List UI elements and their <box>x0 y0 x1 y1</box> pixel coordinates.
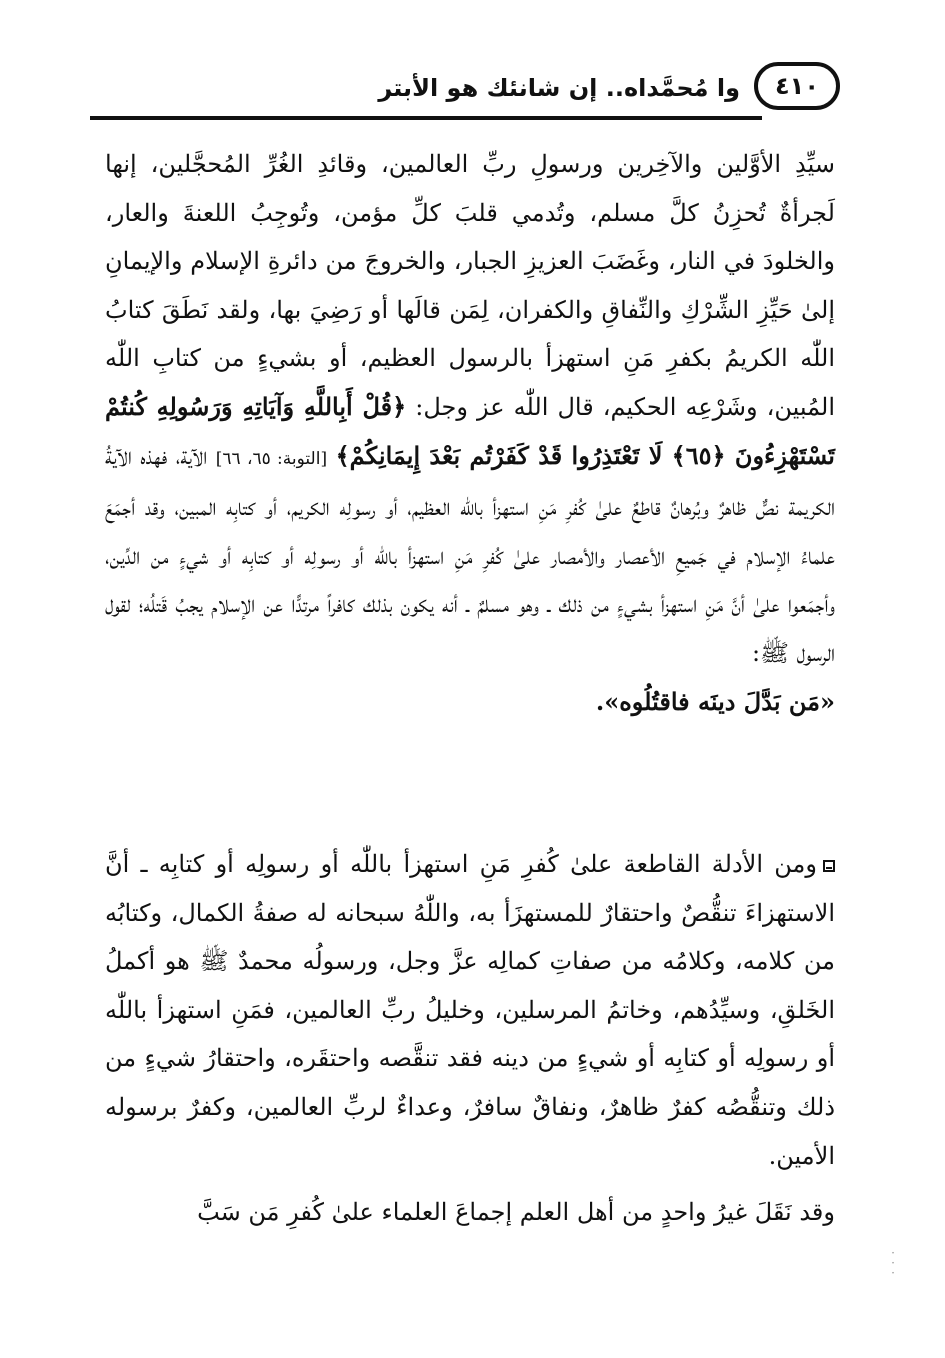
paragraph-marker-icon <box>823 860 835 872</box>
verse-reference: [التوبة: ٦٥، ٦٦] <box>215 448 328 469</box>
paragraph-1-intro: سيِّدِ الأوَّلين والآخِرين ورسولِ ربِّ العالمين، وقائدِ الغُرِّ المُحجَّلين، إنها لَجرأةٌ تُحزِنُ كلَّ مسلم، وتُدمي قلبَ كلِّ مؤمن، وتُوجِبُ اللعنةَ والعار، والخلودَ في النار، وغَضَبَ العزيزِ الجبار، والخروجَ من دائرةِ الإسلام والإيمانِ إلىٰ حَيِّزِ الشِّرْكِ والنِّفاقِ والكفران، لِمَن قالَها أو رَضِيَ بها، ولقد نَطَقَ كتابُ اللّٰه الكريمُ بكفرِ مَنِ استهزأ بالرسول العظيم، أو بشيءٍ من كتابِ اللّٰه المُبين، وشَرْعِه الحكيم، قال اللّٰه عز وجل: <box>105 150 835 421</box>
page-body <box>105 140 835 1237</box>
page-number-badge: ٤١٠ <box>754 62 840 110</box>
page-header <box>90 60 840 118</box>
running-title: وا مُحمَّداه.. إن شانئك هو الأبتر <box>378 74 740 102</box>
paragraph-2 <box>105 840 835 1180</box>
header-rule <box>90 116 762 120</box>
hadith-quote: «مَن بَدَّلَ دينَه فاقتُلُوه». <box>595 686 835 716</box>
paragraph-3 <box>105 1188 835 1237</box>
paragraph-1-rest: الآية، فهذه الآيةُ الكريمة نصٌّ ظاهرٌ وبُرهانٌ قاطعٌ علىٰ كُفرِ مَنِ استهزأ باللّٰه العظيم، أو رسولِه الكريم، أو كتابِه المبين، وقد أجمَعَ علماءُ الإسلام في جَميعِ الأعصار والأمصار علىٰ كُفرِ مَنِ استهزأ باللّٰه أو رسولِه أو كتابِه أو شيءٍ من الدِّين، وأجمَعوا علىٰ أنَّ مَنِ استهزأ بشيءٍ من ذلك ـ وهو مسلمٌ ـ أنه يكون بذلك كافراً مرتدًّا عن الإسلام يجبُ قَتلُه؛ لقول الرسول ﷺ: <box>105 441 836 667</box>
quran-verse: ﴿قُلْ أَبِاللَّهِ وَآيَاتِهِ وَرَسُولِهِ كُنتُمْ تَسْتَهْزِءُونَ ﴿٦٥﴾ لَا تَعْتَذِرُوا قَدْ كَفَرْتُم بَعْدَ إِيمَانِكُمْ﴾ <box>105 391 835 470</box>
paragraph-1 <box>105 140 835 820</box>
paragraph-3-text: وقد نَقَلَ غيرُ واحدٍ من أهل العلم إجماعَ العلماء علىٰ كُفرِ مَن سَبَّ <box>197 1198 835 1227</box>
paragraph-2-text: ومن الأدلة القاطعة علىٰ كُفرِ مَنِ استهزأ باللّٰه أو رسولِه أو كتابِه ـ أنَّ الاستهزاءَ تنقُّصٌ واحتقارٌ للمستهزَأ به، واللّٰهُ سبحانه له صفةُ الكمال، وكتابُه من كلامه، وكلامُه من صفاتِ كمالِه عزَّ وجل، ورسولُه محمدٌ ﷺ هو أكملُ الخَلقِ، وسيِّدُهم، وخاتمُ المرسلين، وخليلُ ربِّ العالمين، فمَنِ استهزأ باللّٰه أو رسولِه أو كتابِه أو شيءٍ من دينه فقد تنقَّصه واحتقَره، واحتقارُ شيءٍ من ذلك وتنقُّصُه كفرٌ ظاهرٌ، ونفاقٌ سافرٌ، وعداءٌ لربِّ العالمين، وكفرٌ برسوله الأمين. <box>105 850 835 1170</box>
margin-dots: · · · <box>891 1246 895 1280</box>
